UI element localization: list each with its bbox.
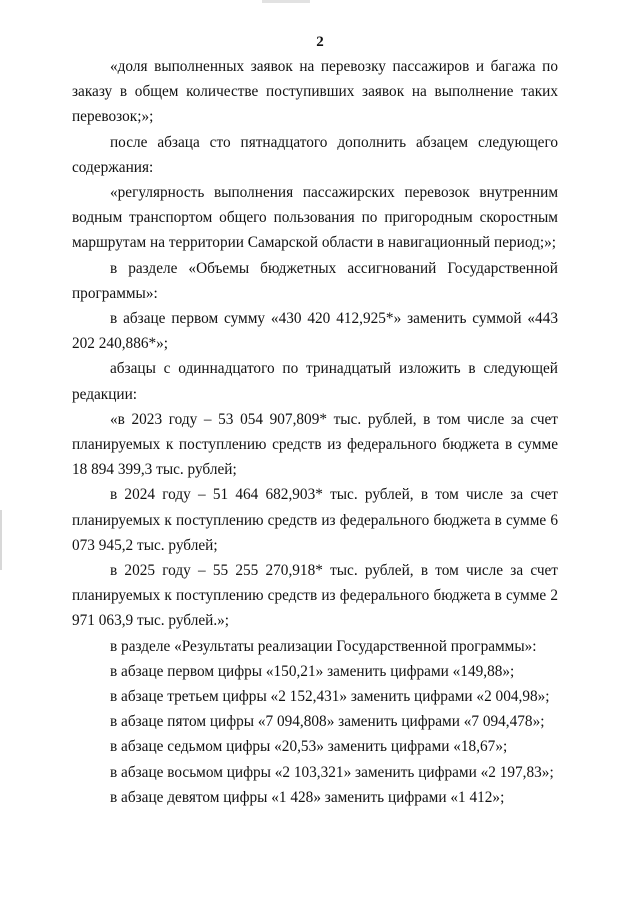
scan-artifact — [262, 0, 310, 3]
paragraph: «доля выполненных заявок на перевозку пассажиров и багажа по заказу в общем количестве поступивших заявок на выполнение таких перевозок;»; — [72, 58, 558, 126]
paragraph: «в 2023 году – 53 054 907,809* тыс. рублей, в том числе за счет планируемых к поступлению средств из федерального бюджета в сумме 18 894 399,3 тыс. рублей; — [72, 410, 558, 479]
paragraph: в абзаце первом сумму «430 420 412,925*» заменить суммой «443 202 240,886*»; — [72, 310, 558, 353]
paragraph: в абзаце восьмом цифры «2 103,321» заменить цифрами «2 197,83»; — [110, 763, 554, 781]
paragraph: в 2024 году – 51 464 682,903* тыс. рублей, в том числе за счет планируемых к поступлению средств из федерального бюджета в сумме 6 073 945,2 тыс. рублей; — [72, 486, 558, 554]
page-number: 2 — [316, 34, 324, 50]
paragraph: в 2025 году – 55 255 270,918* тыс. рублей, в том числе за счет планируемых к поступлению средств из федерального бюджета в сумме 2 971 063,9 тыс. рублей.»; — [72, 562, 558, 630]
paragraph: в абзаце первом цифры «150,21» заменить цифрами «149,88»; — [110, 662, 515, 680]
paragraph: в абзаце третьем цифры «2 152,431» заменить цифрами «2 004,98»; — [110, 688, 550, 706]
paragraph: в абзаце пятом цифры «7 094,808» заменить цифрами «7 094,478»; — [110, 713, 545, 731]
paragraph: в абзаце девятом цифры «1 428» заменить цифрами «1 412»; — [110, 788, 505, 806]
paragraph: абзацы с одиннадцатого по тринадцатый изложить в следующей редакции: — [72, 360, 558, 403]
paragraph: после абзаца сто пятнадцатого дополнить абзацем следующего содержания: — [72, 133, 558, 176]
paragraph: в разделе «Объемы бюджетных ассигнований Государственной программы»: — [72, 259, 558, 302]
document-body — [72, 54, 558, 810]
paragraph: «регулярность выполнения пассажирских перевозок внутренним водным транспортом общего пользования по пригородным скоростным маршрутам на территории Самарской области в навигационный период;»; — [72, 184, 558, 252]
paragraph: в абзаце седьмом цифры «20,53» заменить цифрами «18,67»; — [110, 738, 508, 756]
scan-artifact — [0, 510, 2, 570]
paragraph: в разделе «Результаты реализации Государственной программы»: — [110, 637, 537, 655]
